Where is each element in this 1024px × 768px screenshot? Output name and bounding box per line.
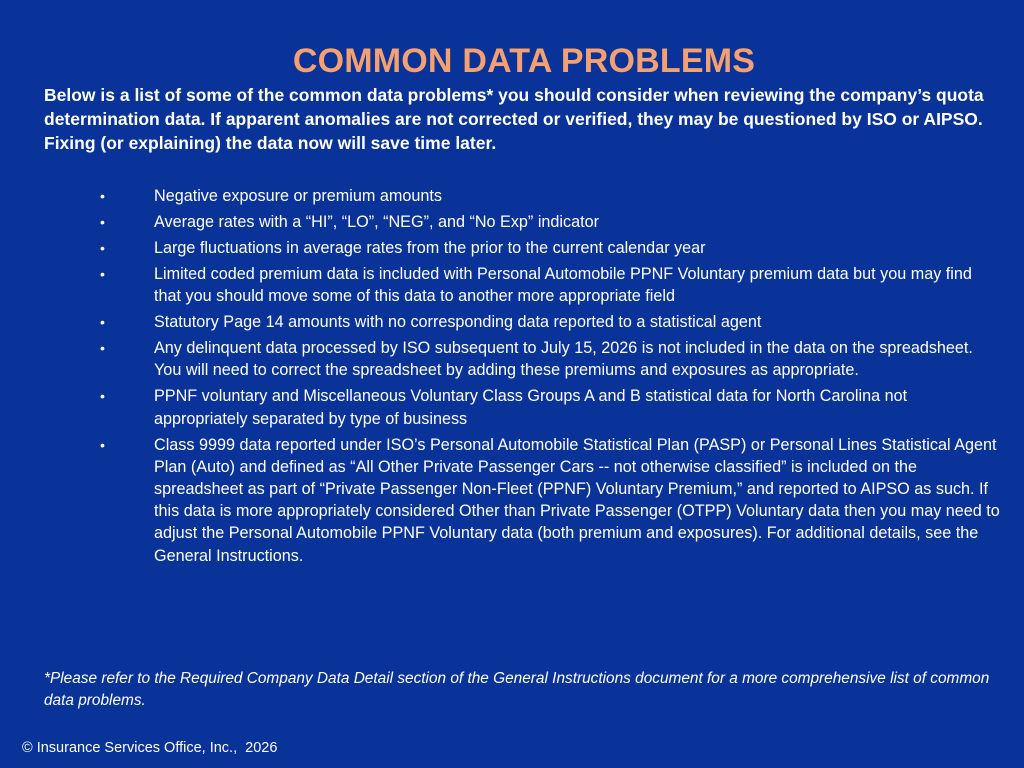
list-item [100, 237, 1000, 259]
list-item [100, 311, 1000, 333]
list-item-text: PPNF voluntary and Miscellaneous Voluntary Class Groups A and B statistical data for North Carolina not appropriately separated by type of business [154, 387, 908, 428]
bullet-icon: • [100, 188, 105, 204]
footnote: *Please refer to the Required Company Data Detail section of the General Instructions document for a more comprehensive list of common data problems. [44, 670, 990, 709]
slide-title: COMMON DATA PROBLEMS [292, 42, 756, 80]
bullet-icon: • [100, 214, 105, 230]
list-item [100, 434, 1000, 567]
intro-paragraph: Below is a list of some of the common data problems* you should consider when reviewing the company’s quota determination data. If apparent anomalies are not corrected or verified, they may be questioned by ISO or AIPSO. Fixing (or explaining) the data now will save time later. [44, 85, 984, 153]
bullet-icon: • [100, 436, 105, 453]
list-item [100, 211, 1000, 233]
list-item [100, 185, 1000, 207]
copyright-notice: © Insurance Services Office, Inc., 2026 [22, 740, 278, 756]
list-item [100, 263, 1000, 307]
list-item-text: Statutory Page 14 amounts with no corresponding data reported to a statistical agent [154, 313, 762, 332]
list-item-text: Negative exposure or premium amounts [154, 187, 442, 205]
bullet-icon: • [100, 314, 105, 331]
list-item-text: Large fluctuations in average rates from the prior to the current calendar year [154, 239, 706, 257]
list-item [100, 337, 1000, 381]
bullet-icon: • [100, 240, 105, 256]
list-item-text: Limited coded premium data is included with Personal Automobile PPNF Voluntary premium data but you may find that you should move some of this data to another more appropriate field [154, 265, 972, 306]
bullet-icon: • [100, 388, 105, 405]
problem-list [100, 185, 1000, 571]
list-item-text: Class 9999 data reported under ISO’s Personal Automobile Statistical Plan (PASP) or Personal Lines Statistical Agent Plan (Auto) and defined as “All Other Private Passenger Cars -- not otherwise classified” is included on the spreadsheet as part of “Private Passenger Non-Fleet (PPNF) Voluntary Premium,” and reported to AIPSO as such. If this data is more appropriately considered Other than Private Passenger (OTPP) Voluntary data then you may need to adjust the Personal Automobile PPNF Voluntary data (both premium and exposures). For additional details, see the General Instructions. [154, 435, 1000, 565]
list-item-text: Average rates with a “HI”, “LO”, “NEG”, and “No Exp” indicator [154, 213, 600, 231]
list-item [100, 385, 1000, 429]
bullet-icon: • [100, 340, 105, 357]
list-item-text: Any delinquent data processed by ISO subsequent to July 15, 2026 is not included in the data on the spreadsheet. You will need to correct the spreadsheet by adding these premiums and exposures as appropriate. [154, 339, 973, 380]
bullet-icon: • [100, 266, 105, 282]
